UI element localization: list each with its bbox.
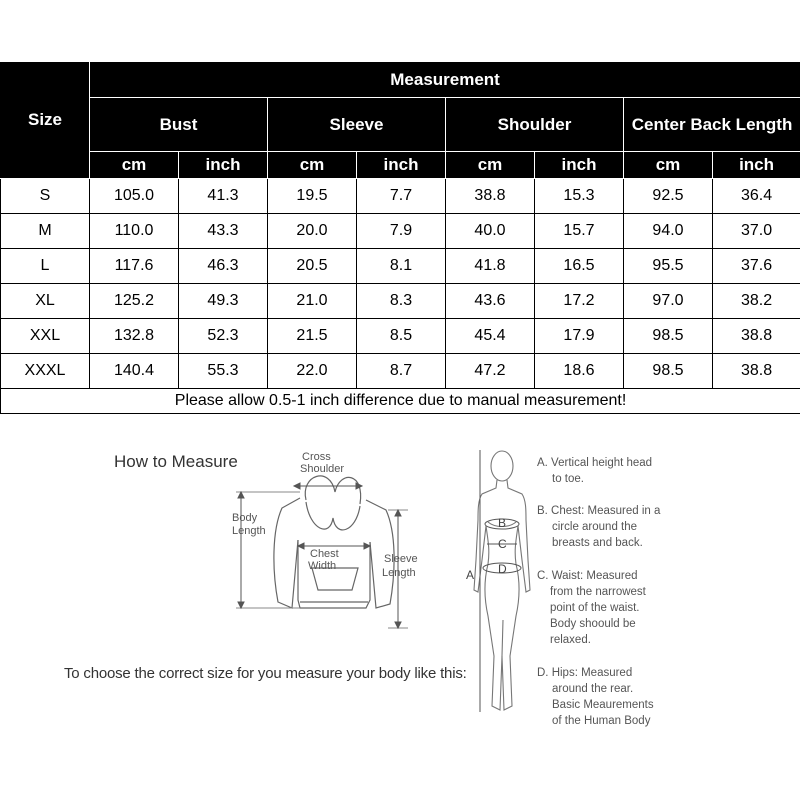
- size-label: M: [1, 214, 90, 249]
- table-row: [1, 319, 800, 354]
- note-c-line: point of the waist.: [550, 602, 640, 614]
- table-cell: 46.3: [179, 249, 268, 284]
- table-cell: 40.0: [446, 214, 535, 249]
- table-row: [1, 179, 800, 214]
- table-cell: 16.5: [535, 249, 624, 284]
- unit-header: cm: [446, 152, 535, 179]
- sleeve-length-label: Length: [382, 567, 416, 579]
- table-cell: 38.8: [446, 179, 535, 214]
- table-row: [1, 249, 800, 284]
- note-c-line: relaxed.: [550, 634, 591, 646]
- table-cell: 95.5: [624, 249, 713, 284]
- table-cell: 43.6: [446, 284, 535, 319]
- sweater-illustration: [274, 476, 394, 608]
- table-cell: 132.8: [90, 319, 179, 354]
- unit-header: cm: [268, 152, 357, 179]
- table-row: [1, 284, 800, 319]
- unit-header: cm: [90, 152, 179, 179]
- group-header-bust: Bust: [90, 98, 268, 152]
- chest-width-label: Width: [308, 560, 337, 572]
- table-cell: 17.9: [535, 319, 624, 354]
- group-header-center-back-length: Center Back Length: [624, 98, 800, 152]
- size-label: L: [1, 249, 90, 284]
- measurement-header: Measurement: [90, 62, 800, 98]
- table-cell: 7.7: [357, 179, 446, 214]
- unit-header: inch: [179, 152, 268, 179]
- unit-header: inch: [357, 152, 446, 179]
- table-cell: 22.0: [268, 354, 357, 389]
- table-cell: 38.8: [713, 354, 800, 389]
- note-c-line: C. Waist: Measured: [537, 570, 638, 582]
- table-cell: 43.3: [179, 214, 268, 249]
- note-d-line: of the Human Body: [552, 715, 651, 727]
- note-a-line: A. Vertical height head: [537, 457, 653, 469]
- note-c-line: from the narrowest: [550, 586, 646, 598]
- note-c-line: Body shoould be: [550, 618, 636, 630]
- table-cell: 8.5: [357, 319, 446, 354]
- table-cell: 19.5: [268, 179, 357, 214]
- marker-b: B: [498, 516, 507, 530]
- unit-header: inch: [713, 152, 800, 179]
- table-cell: 41.8: [446, 249, 535, 284]
- size-column-header: Size: [1, 62, 90, 179]
- size-chart-table: [0, 61, 800, 414]
- table-cell: 36.4: [713, 179, 800, 214]
- marker-d: D: [498, 562, 507, 576]
- table-cell: 98.5: [624, 319, 713, 354]
- table-row: [1, 354, 800, 389]
- unit-header: cm: [624, 152, 713, 179]
- note-b-line: breasts and back.: [552, 537, 643, 549]
- table-cell: 37.0: [713, 214, 800, 249]
- sleeve-length-label: Sleeve: [384, 553, 418, 565]
- table-cell: 7.9: [357, 214, 446, 249]
- group-header-sleeve: Sleeve: [268, 98, 446, 152]
- table-cell: 20.5: [268, 249, 357, 284]
- table-cell: 140.4: [90, 354, 179, 389]
- table-cell: 98.5: [624, 354, 713, 389]
- table-row: [1, 214, 800, 249]
- measurement-note: Please allow 0.5-1 inch difference due to manual measurement!: [1, 389, 800, 414]
- body-guide-notes: [537, 457, 661, 727]
- table-cell: 38.2: [713, 284, 800, 319]
- table-cell: 21.0: [268, 284, 357, 319]
- chest-width-label: Chest: [310, 548, 339, 560]
- measure-instruction: To choose the correct size for you measure your body like this:: [64, 665, 467, 682]
- table-cell: 18.6: [535, 354, 624, 389]
- human-body-figure: [474, 451, 530, 710]
- note-d-line: Basic Meaurements: [552, 699, 654, 711]
- body-length-indicator: [236, 492, 300, 608]
- cross-shoulder-indicator: [294, 483, 362, 489]
- table-cell: 92.5: [624, 179, 713, 214]
- measurement-diagram: [0, 420, 800, 750]
- table-cell: 37.6: [713, 249, 800, 284]
- body-length-label: Length: [232, 525, 266, 537]
- table-cell: 41.3: [179, 179, 268, 214]
- size-label: XXXL: [1, 354, 90, 389]
- marker-a: A: [466, 568, 475, 582]
- body-measure-lines: [480, 450, 521, 712]
- table-cell: 8.3: [357, 284, 446, 319]
- table-cell: 52.3: [179, 319, 268, 354]
- note-b-line: circle around the: [552, 521, 638, 533]
- table-cell: 97.0: [624, 284, 713, 319]
- cross-shoulder-label: Cross: [302, 451, 331, 463]
- note-d-line: D. Hips: Measured: [537, 667, 633, 679]
- table-cell: 38.8: [713, 319, 800, 354]
- note-b-line: B. Chest: Measured in a: [537, 505, 661, 517]
- note-d-line: around the rear.: [552, 683, 634, 695]
- size-label: S: [1, 179, 90, 214]
- table-cell: 47.2: [446, 354, 535, 389]
- size-label: XL: [1, 284, 90, 319]
- table-cell: 15.3: [535, 179, 624, 214]
- group-header-shoulder: Shoulder: [446, 98, 624, 152]
- body-length-label: Body: [232, 512, 258, 524]
- table-cell: 45.4: [446, 319, 535, 354]
- marker-c: C: [498, 537, 507, 551]
- table-cell: 21.5: [268, 319, 357, 354]
- table-cell: 125.2: [90, 284, 179, 319]
- cross-shoulder-label: Shoulder: [300, 463, 345, 475]
- table-cell: 94.0: [624, 214, 713, 249]
- table-cell: 17.2: [535, 284, 624, 319]
- note-a-line: to toe.: [552, 473, 584, 485]
- table-cell: 49.3: [179, 284, 268, 319]
- table-cell: 117.6: [90, 249, 179, 284]
- how-to-measure-title: How to Measure: [114, 452, 238, 471]
- table-cell: 105.0: [90, 179, 179, 214]
- table-cell: 8.7: [357, 354, 446, 389]
- table-cell: 55.3: [179, 354, 268, 389]
- size-label: XXL: [1, 319, 90, 354]
- table-cell: 15.7: [535, 214, 624, 249]
- table-cell: 110.0: [90, 214, 179, 249]
- table-cell: 20.0: [268, 214, 357, 249]
- unit-header: inch: [535, 152, 624, 179]
- table-cell: 8.1: [357, 249, 446, 284]
